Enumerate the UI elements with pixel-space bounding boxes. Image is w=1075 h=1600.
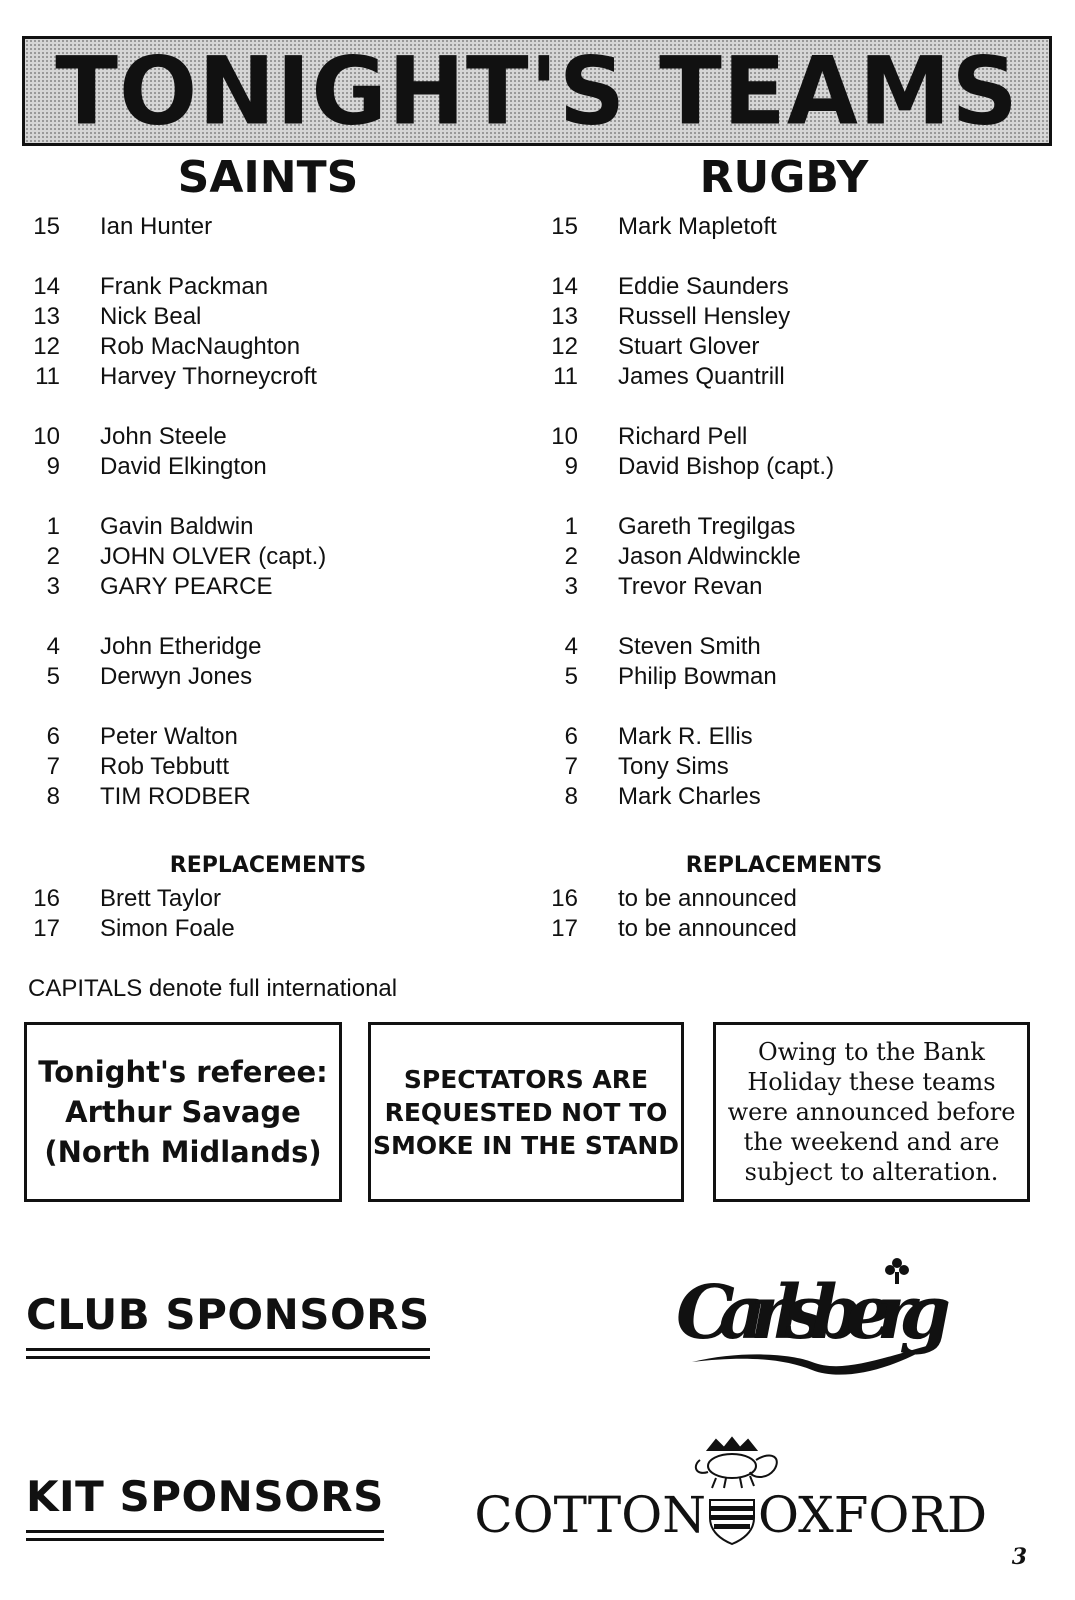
shirt-number: 5 <box>46 663 60 690</box>
player-row <box>0 362 326 392</box>
lion-crest-icon <box>696 1438 777 1488</box>
player-name: TIM RODBER <box>100 783 251 810</box>
shirt-number: 3 <box>46 573 60 600</box>
player-name: Simon Foale <box>100 915 235 942</box>
player-name: Steven Smith <box>618 633 761 660</box>
player-name: Jason Aldwinckle <box>618 543 801 570</box>
title-banner <box>22 36 1052 146</box>
player-name: Russell Hensley <box>618 303 791 330</box>
shirt-number: 4 <box>564 633 578 660</box>
saints-replacements-heading: REPLACEMENTS <box>169 853 367 878</box>
oxford-wordmark: OXFORD <box>758 1486 988 1544</box>
player-name: Gareth Tregilgas <box>618 513 796 540</box>
player-row <box>518 542 834 572</box>
shirt-number: 4 <box>46 633 60 660</box>
shirt-number: 15 <box>551 213 578 240</box>
player-row <box>518 272 834 302</box>
player-row <box>518 512 834 542</box>
capitals-note: CAPITALS denote full international <box>28 975 398 1002</box>
shirt-number: 16 <box>551 885 578 912</box>
player-row <box>0 632 326 662</box>
player-row <box>518 422 834 452</box>
shirt-number: 10 <box>33 423 60 450</box>
player-row <box>518 362 834 392</box>
shirt-number: 8 <box>46 783 60 810</box>
carlsberg-logo <box>672 1258 962 1378</box>
shirt-number: 11 <box>35 363 60 390</box>
smoking-box <box>368 1022 684 1202</box>
position-group <box>0 722 326 812</box>
player-name: Brett Taylor <box>100 885 221 912</box>
position-group <box>0 512 326 602</box>
carlsberg-logo-art <box>672 1258 962 1378</box>
shirt-number: 6 <box>564 723 578 750</box>
page-title: TONIGHT'S TEAMS <box>55 36 1019 146</box>
carlsberg-wordmark: Carlsberg <box>676 1270 951 1356</box>
club-sponsors-text: CLUB SPONSORS <box>26 1290 430 1339</box>
player-row <box>0 452 326 482</box>
player-row <box>518 884 797 914</box>
player-name: to be announced <box>618 885 797 912</box>
shirt-number: 11 <box>553 363 578 390</box>
shirt-number: 8 <box>564 783 578 810</box>
player-row <box>0 302 326 332</box>
player-row <box>0 422 326 452</box>
player-name: David Bishop (capt.) <box>618 453 835 480</box>
shirt-number: 14 <box>551 273 578 300</box>
kit-underline-2 <box>26 1538 384 1541</box>
player-name: Rob MacNaughton <box>100 333 301 360</box>
shirt-number: 15 <box>33 213 60 240</box>
player-row <box>518 632 834 662</box>
position-group <box>0 422 326 482</box>
player-name: Stuart Glover <box>618 333 760 360</box>
position-group <box>518 632 834 692</box>
rugby-lineup <box>518 212 834 842</box>
club-underline-2 <box>26 1356 430 1359</box>
saints-heading: SAINTS <box>177 152 359 203</box>
shirt-number: 1 <box>564 513 578 540</box>
player-name: Harvey Thorneycroft <box>100 363 317 390</box>
shirt-number: 13 <box>33 303 60 330</box>
shirt-number: 13 <box>551 303 578 330</box>
notice-text: Owing to the Bank Holiday these teams were announced before the weekend and are subject to alteration. <box>727 1038 1016 1186</box>
player-row <box>518 752 834 782</box>
player-name: Rob Tebbutt <box>100 753 229 780</box>
player-row <box>518 914 797 944</box>
player-name: to be announced <box>618 915 797 942</box>
player-row <box>0 884 235 914</box>
referee-text: Tonight's referee: Arthur Savage (North Midlands) <box>38 1055 328 1169</box>
kit-underline <box>26 1530 384 1533</box>
cotton-oxford-logo-art <box>474 1436 988 1556</box>
shirt-number: 2 <box>564 543 578 570</box>
shirt-number: 2 <box>46 543 60 570</box>
player-row <box>0 572 326 602</box>
shirt-number: 5 <box>564 663 578 690</box>
shield-emblem-icon <box>710 1500 754 1544</box>
shirt-number: 3 <box>564 573 578 600</box>
referee-box <box>24 1022 342 1202</box>
shirt-number: 17 <box>33 915 60 942</box>
player-name: Peter Walton <box>100 723 238 750</box>
smoking-text: SPECTATORS ARE REQUESTED NOT TO SMOKE IN THE STAND <box>372 1064 680 1160</box>
player-name: JOHN OLVER (capt.) <box>100 543 327 570</box>
shirt-number: 12 <box>33 333 60 360</box>
player-name: James Quantrill <box>618 363 785 390</box>
player-row <box>518 302 834 332</box>
player-name: Ian Hunter <box>100 213 213 240</box>
shirt-number: 1 <box>46 513 60 540</box>
shirt-number: 10 <box>551 423 578 450</box>
player-row <box>518 722 834 752</box>
player-row <box>0 212 326 242</box>
position-group <box>518 722 834 812</box>
saints-replacements <box>0 884 235 944</box>
shirt-number: 12 <box>551 333 578 360</box>
cotton-wordmark: COTTON <box>474 1486 706 1544</box>
player-name: John Steele <box>100 423 227 450</box>
notice-box <box>713 1022 1030 1202</box>
shirt-number: 14 <box>33 273 60 300</box>
club-sponsors-label <box>26 1290 430 1339</box>
player-name: David Elkington <box>100 453 267 480</box>
rugby-replacements <box>518 884 797 944</box>
player-name: Trevor Revan <box>618 573 763 600</box>
player-row <box>518 572 834 602</box>
player-name: Derwyn Jones <box>100 663 253 690</box>
player-name: Nick Beal <box>100 303 202 330</box>
position-group <box>0 212 326 242</box>
shirt-number: 9 <box>564 453 578 480</box>
rugby-heading: RUGBY <box>699 152 869 203</box>
position-group <box>518 422 834 482</box>
position-group <box>518 272 834 392</box>
player-row <box>518 782 834 812</box>
position-group <box>518 512 834 602</box>
player-name: Eddie Saunders <box>618 273 789 300</box>
player-row <box>0 782 326 812</box>
player-row <box>518 662 834 692</box>
player-name: Tony Sims <box>618 753 729 780</box>
shirt-number: 7 <box>564 753 578 780</box>
player-row <box>0 914 235 944</box>
player-row <box>0 512 326 542</box>
player-name: Philip Bowman <box>618 663 777 690</box>
player-row <box>518 332 834 362</box>
player-row <box>518 452 834 482</box>
rugby-replacements-heading: REPLACEMENTS <box>685 853 883 878</box>
player-name: Mark Charles <box>618 783 761 810</box>
shirt-number: 9 <box>46 453 60 480</box>
saints-lineup <box>0 212 326 842</box>
player-row <box>518 212 834 242</box>
player-name: John Etheridge <box>100 633 262 660</box>
position-group <box>518 212 834 242</box>
player-name: GARY PEARCE <box>100 573 273 600</box>
club-underline <box>26 1348 430 1351</box>
player-name: Mark R. Ellis <box>618 723 753 750</box>
player-name: Frank Packman <box>100 273 269 300</box>
cotton-oxford-logo <box>474 1436 988 1556</box>
kit-sponsors-label <box>26 1472 384 1521</box>
player-name: Richard Pell <box>618 423 748 450</box>
player-name: Gavin Baldwin <box>100 513 254 540</box>
shirt-number: 17 <box>551 915 578 942</box>
position-group <box>0 272 326 392</box>
player-row <box>0 542 326 572</box>
shirt-number: 6 <box>46 723 60 750</box>
crown-leaf-top <box>892 1258 902 1268</box>
player-row <box>0 662 326 692</box>
player-row <box>0 752 326 782</box>
player-row <box>0 722 326 752</box>
kit-sponsors-text: KIT SPONSORS <box>26 1472 384 1521</box>
page-number: 3 <box>1011 1544 1027 1570</box>
player-row <box>0 332 326 362</box>
player-name: Mark Mapletoft <box>618 213 777 240</box>
player-row <box>0 272 326 302</box>
shirt-number: 7 <box>46 753 60 780</box>
position-group <box>0 632 326 692</box>
shirt-number: 16 <box>33 885 60 912</box>
